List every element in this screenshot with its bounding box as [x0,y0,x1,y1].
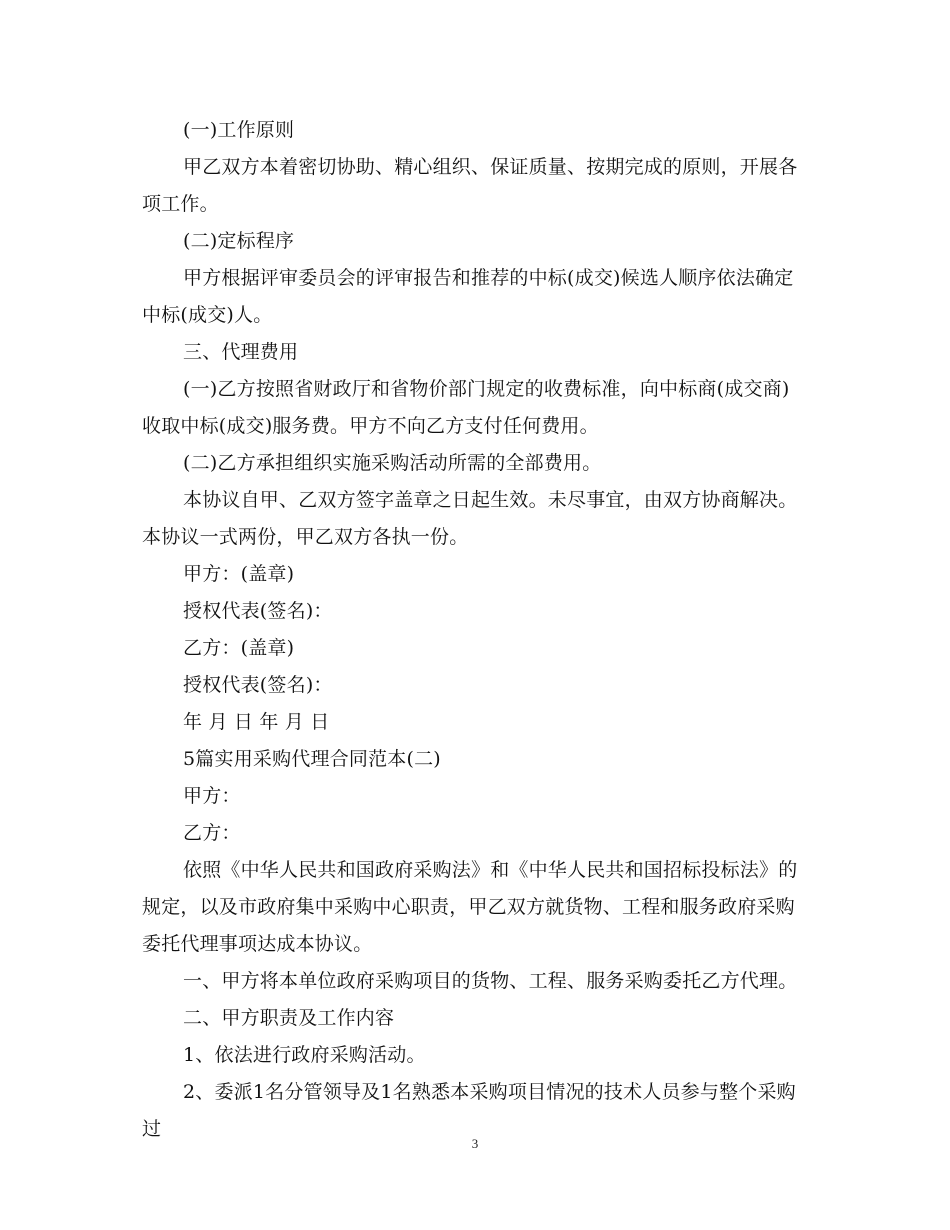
paragraph: 甲乙双方本着密切协助、精心组织、保证质量、按期完成的原则，开展各项工作。 [142,156,798,215]
document-body [142,112,806,1148]
list-item: 1、依法进行政府采购活动。 [183,1044,426,1066]
paragraph: 依照《中华人民共和国政府采购法》和《中华人民共和国招标投标法》的规定，以及市政府集中采购中心职责，甲乙双方就货物、工程和服务政府采购委托代理事项达成本协议。 [142,859,798,955]
party-a-label: 甲方： [183,785,241,807]
signature-dates: 年 月 日 年 月 日 [183,711,330,733]
signature-party-b-seal: 乙方：(盖章) [183,637,295,659]
section-heading-party-a-duties: 二、甲方职责及工作内容 [183,1007,395,1029]
paragraph: (一)乙方按照省财政厅和省物价部门规定的收费标准，向中标商(成交商)收取中标(成交)服务费。甲方不向乙方支付任何费用。 [142,378,790,437]
section-heading-work-principle: (一)工作原则 [183,119,295,141]
document-subtitle: 5篇实用采购代理合同范本(二) [183,748,441,770]
party-b-label: 乙方： [183,822,241,844]
list-item: 2、委派1名分管领导及1名熟悉本采购项目情况的技术人员参与整个采购过 [142,1081,796,1140]
paragraph: 一、甲方将本单位政府采购项目的货物、工程、服务采购委托乙方代理。 [183,970,798,992]
page-number: 3 [471,1136,479,1151]
paragraph: (二)乙方承担组织实施采购活动所需的全部费用。 [183,452,602,474]
section-heading-agency-fees: 三、代理费用 [183,341,299,363]
paragraph: 甲方根据评审委员会的评审报告和推荐的中标(成交)候选人顺序依法确定中标(成交)人。 [142,267,794,326]
paragraph: 本协议自甲、乙双方签字盖章之日起生效。未尽事宜，由双方协商解决。本协议一式两份，甲乙双方各执一份。 [142,489,798,548]
signature-party-a-representative: 授权代表(签名)： [183,600,333,622]
section-heading-award-procedure: (二)定标程序 [183,230,295,252]
signature-party-b-representative: 授权代表(签名)： [183,674,333,696]
signature-party-a-seal: 甲方：(盖章) [183,563,295,585]
